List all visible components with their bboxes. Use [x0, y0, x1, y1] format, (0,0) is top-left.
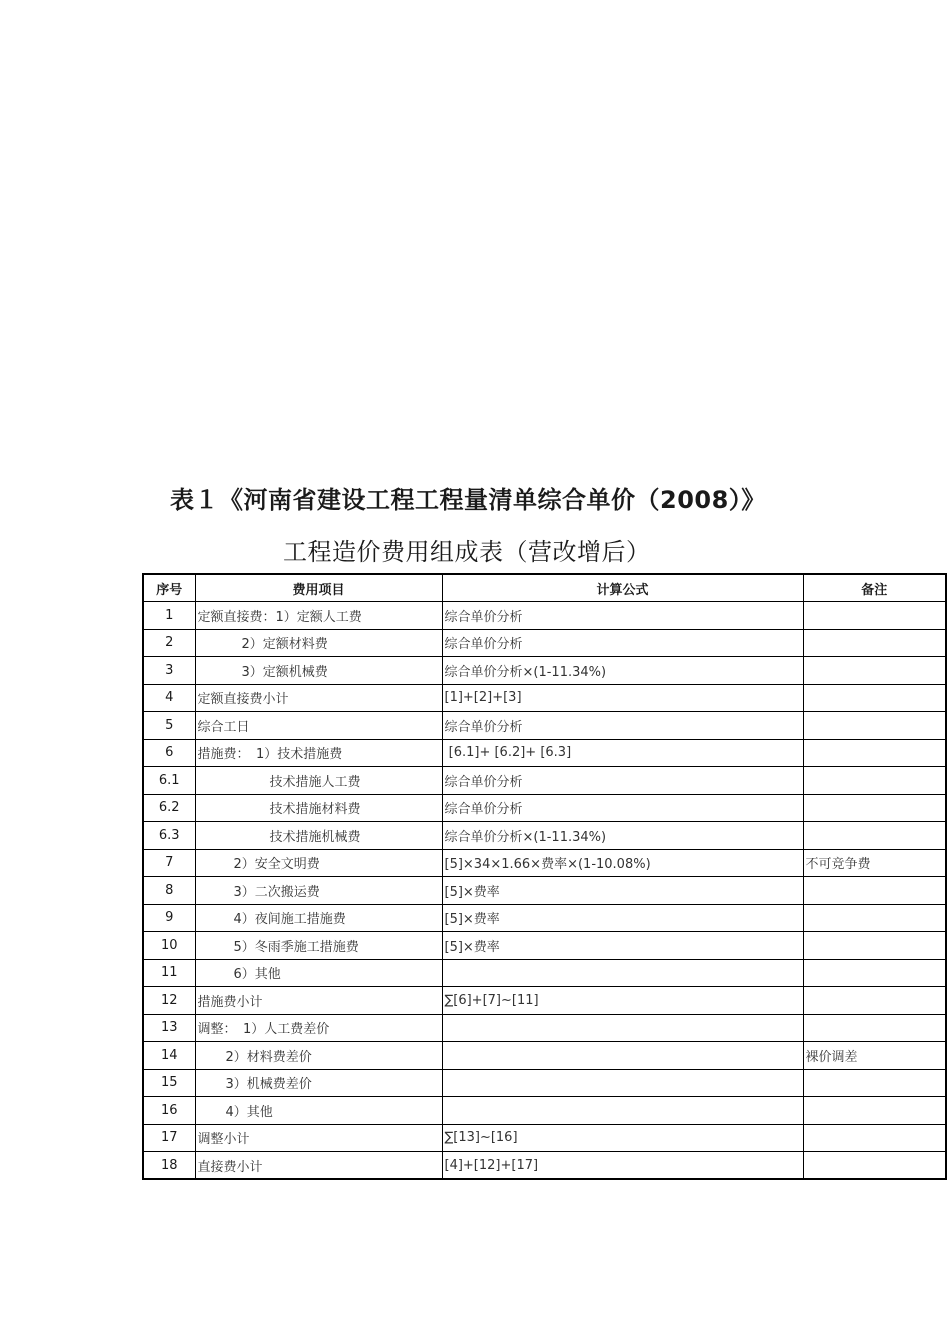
- cell-formula: 综合单价分析: [442, 794, 803, 822]
- cell-formula: 综合单价分析: [442, 767, 803, 795]
- header-formula: 计算公式: [442, 574, 803, 602]
- cell-note: [803, 877, 946, 905]
- cell-note: [803, 959, 946, 987]
- cell-note: [803, 712, 946, 740]
- cell-item: 调整小计: [195, 1124, 442, 1152]
- table-row: [143, 1042, 946, 1070]
- table-row: [143, 794, 946, 822]
- table-row: [143, 767, 946, 795]
- table-row: [143, 1097, 946, 1125]
- cell-item: 3）二次搬运费: [195, 877, 442, 905]
- cell-seq: 15: [143, 1069, 195, 1097]
- cell-formula: ∑[6]+[7]~[11]: [442, 987, 803, 1015]
- cell-note: 不可竞争费: [803, 849, 946, 877]
- cell-item: 调整： 1）人工费差价: [195, 1014, 442, 1042]
- cell-formula: [4]+[12]+[17]: [442, 1152, 803, 1180]
- table-header-row: [143, 574, 946, 602]
- cell-note: [803, 794, 946, 822]
- cell-formula: [442, 1014, 803, 1042]
- table-row: [143, 849, 946, 877]
- cell-formula: [5]×费率: [442, 932, 803, 960]
- cell-item: 措施费： 1）技术措施费: [195, 739, 442, 767]
- cell-seq: 2: [143, 629, 195, 657]
- cell-item: 综合工日: [195, 712, 442, 740]
- cell-note: 裸价调差: [803, 1042, 946, 1070]
- cell-seq: 6.3: [143, 822, 195, 850]
- header-item: 费用项目: [195, 574, 442, 602]
- cell-formula: [442, 1097, 803, 1125]
- cell-formula: [442, 1042, 803, 1070]
- cell-note: [803, 1014, 946, 1042]
- cell-formula: [5]×34×1.66×费率×(1-10.08%): [442, 849, 803, 877]
- cell-seq: 11: [143, 959, 195, 987]
- table-row: [143, 1069, 946, 1097]
- cell-seq: 8: [143, 877, 195, 905]
- table-row: [143, 739, 946, 767]
- cell-note: [803, 1124, 946, 1152]
- cell-item: 2）材料费差价: [195, 1042, 442, 1070]
- table-row: [143, 959, 946, 987]
- cell-seq: 3: [143, 657, 195, 685]
- cell-item: 技术措施人工费: [195, 767, 442, 795]
- table-row: [143, 822, 946, 850]
- table-row: [143, 904, 946, 932]
- cell-note: [803, 629, 946, 657]
- cell-seq: 1: [143, 602, 195, 630]
- cell-item: 3）机械费差价: [195, 1069, 442, 1097]
- cell-seq: 12: [143, 987, 195, 1015]
- table-row: [143, 712, 946, 740]
- cell-note: [803, 904, 946, 932]
- table-row: [143, 987, 946, 1015]
- cell-item: 技术措施材料费: [195, 794, 442, 822]
- cell-item: 定额直接费小计: [195, 684, 442, 712]
- cell-item: 技术措施机械费: [195, 822, 442, 850]
- header-note: 备注: [803, 574, 946, 602]
- table-row: [143, 877, 946, 905]
- cell-item: 6）其他: [195, 959, 442, 987]
- cell-seq: 18: [143, 1152, 195, 1180]
- cell-formula: [5]×费率: [442, 877, 803, 905]
- cell-note: [803, 932, 946, 960]
- cell-seq: 10: [143, 932, 195, 960]
- cell-seq: 6: [143, 739, 195, 767]
- cell-note: [803, 1097, 946, 1125]
- cell-seq: 6.1: [143, 767, 195, 795]
- cell-formula: [1]+[2]+[3]: [442, 684, 803, 712]
- cell-item: 2）定额材料费: [195, 629, 442, 657]
- cell-seq: 13: [143, 1014, 195, 1042]
- cell-formula: [442, 959, 803, 987]
- table-body: [143, 602, 946, 1180]
- cell-item: 措施费小计: [195, 987, 442, 1015]
- cell-note: [803, 822, 946, 850]
- table-row: [143, 602, 946, 630]
- cell-formula: 综合单价分析×(1-11.34%): [442, 822, 803, 850]
- cell-seq: 9: [143, 904, 195, 932]
- cell-seq: 16: [143, 1097, 195, 1125]
- table-row: [143, 1152, 946, 1180]
- table-row: [143, 657, 946, 685]
- cell-seq: 14: [143, 1042, 195, 1070]
- cell-note: [803, 684, 946, 712]
- header-seq: 序号: [143, 574, 195, 602]
- cell-seq: 17: [143, 1124, 195, 1152]
- cell-formula: 综合单价分析: [442, 629, 803, 657]
- cell-item: 4）其他: [195, 1097, 442, 1125]
- cell-item: 定额直接费：1）定额人工费: [195, 602, 442, 630]
- cell-formula: [6.1]+ [6.2]+ [6.3]: [442, 739, 803, 767]
- document-subtitle: 工程造价费用组成表（营改增后）: [283, 538, 651, 566]
- table-row: [143, 1014, 946, 1042]
- cell-seq: 6.2: [143, 794, 195, 822]
- cell-item: 2）安全文明费: [195, 849, 442, 877]
- table-row: [143, 629, 946, 657]
- cell-seq: 4: [143, 684, 195, 712]
- cell-formula: 综合单价分析: [442, 602, 803, 630]
- cell-note: [803, 987, 946, 1015]
- cell-note: [803, 657, 946, 685]
- cell-seq: 7: [143, 849, 195, 877]
- cell-item: 5）冬雨季施工措施费: [195, 932, 442, 960]
- cell-formula: ∑[13]~[16]: [442, 1124, 803, 1152]
- document-title: 表１《河南省建设工程工程量清单综合单价（2008）》: [170, 486, 766, 514]
- cell-formula: 综合单价分析×(1-11.34%): [442, 657, 803, 685]
- cell-formula: [5]×费率: [442, 904, 803, 932]
- cell-note: [803, 1152, 946, 1180]
- cell-formula: [442, 1069, 803, 1097]
- cell-item: 直接费小计: [195, 1152, 442, 1180]
- table-row: [143, 932, 946, 960]
- cell-note: [803, 739, 946, 767]
- cell-formula: 综合单价分析: [442, 712, 803, 740]
- cell-note: [803, 1069, 946, 1097]
- table-row: [143, 1124, 946, 1152]
- cell-seq: 5: [143, 712, 195, 740]
- cell-item: 4）夜间施工措施费: [195, 904, 442, 932]
- cell-note: [803, 602, 946, 630]
- table-row: [143, 684, 946, 712]
- cell-item: 3）定额机械费: [195, 657, 442, 685]
- fee-composition-table: [142, 573, 947, 1180]
- cell-note: [803, 767, 946, 795]
